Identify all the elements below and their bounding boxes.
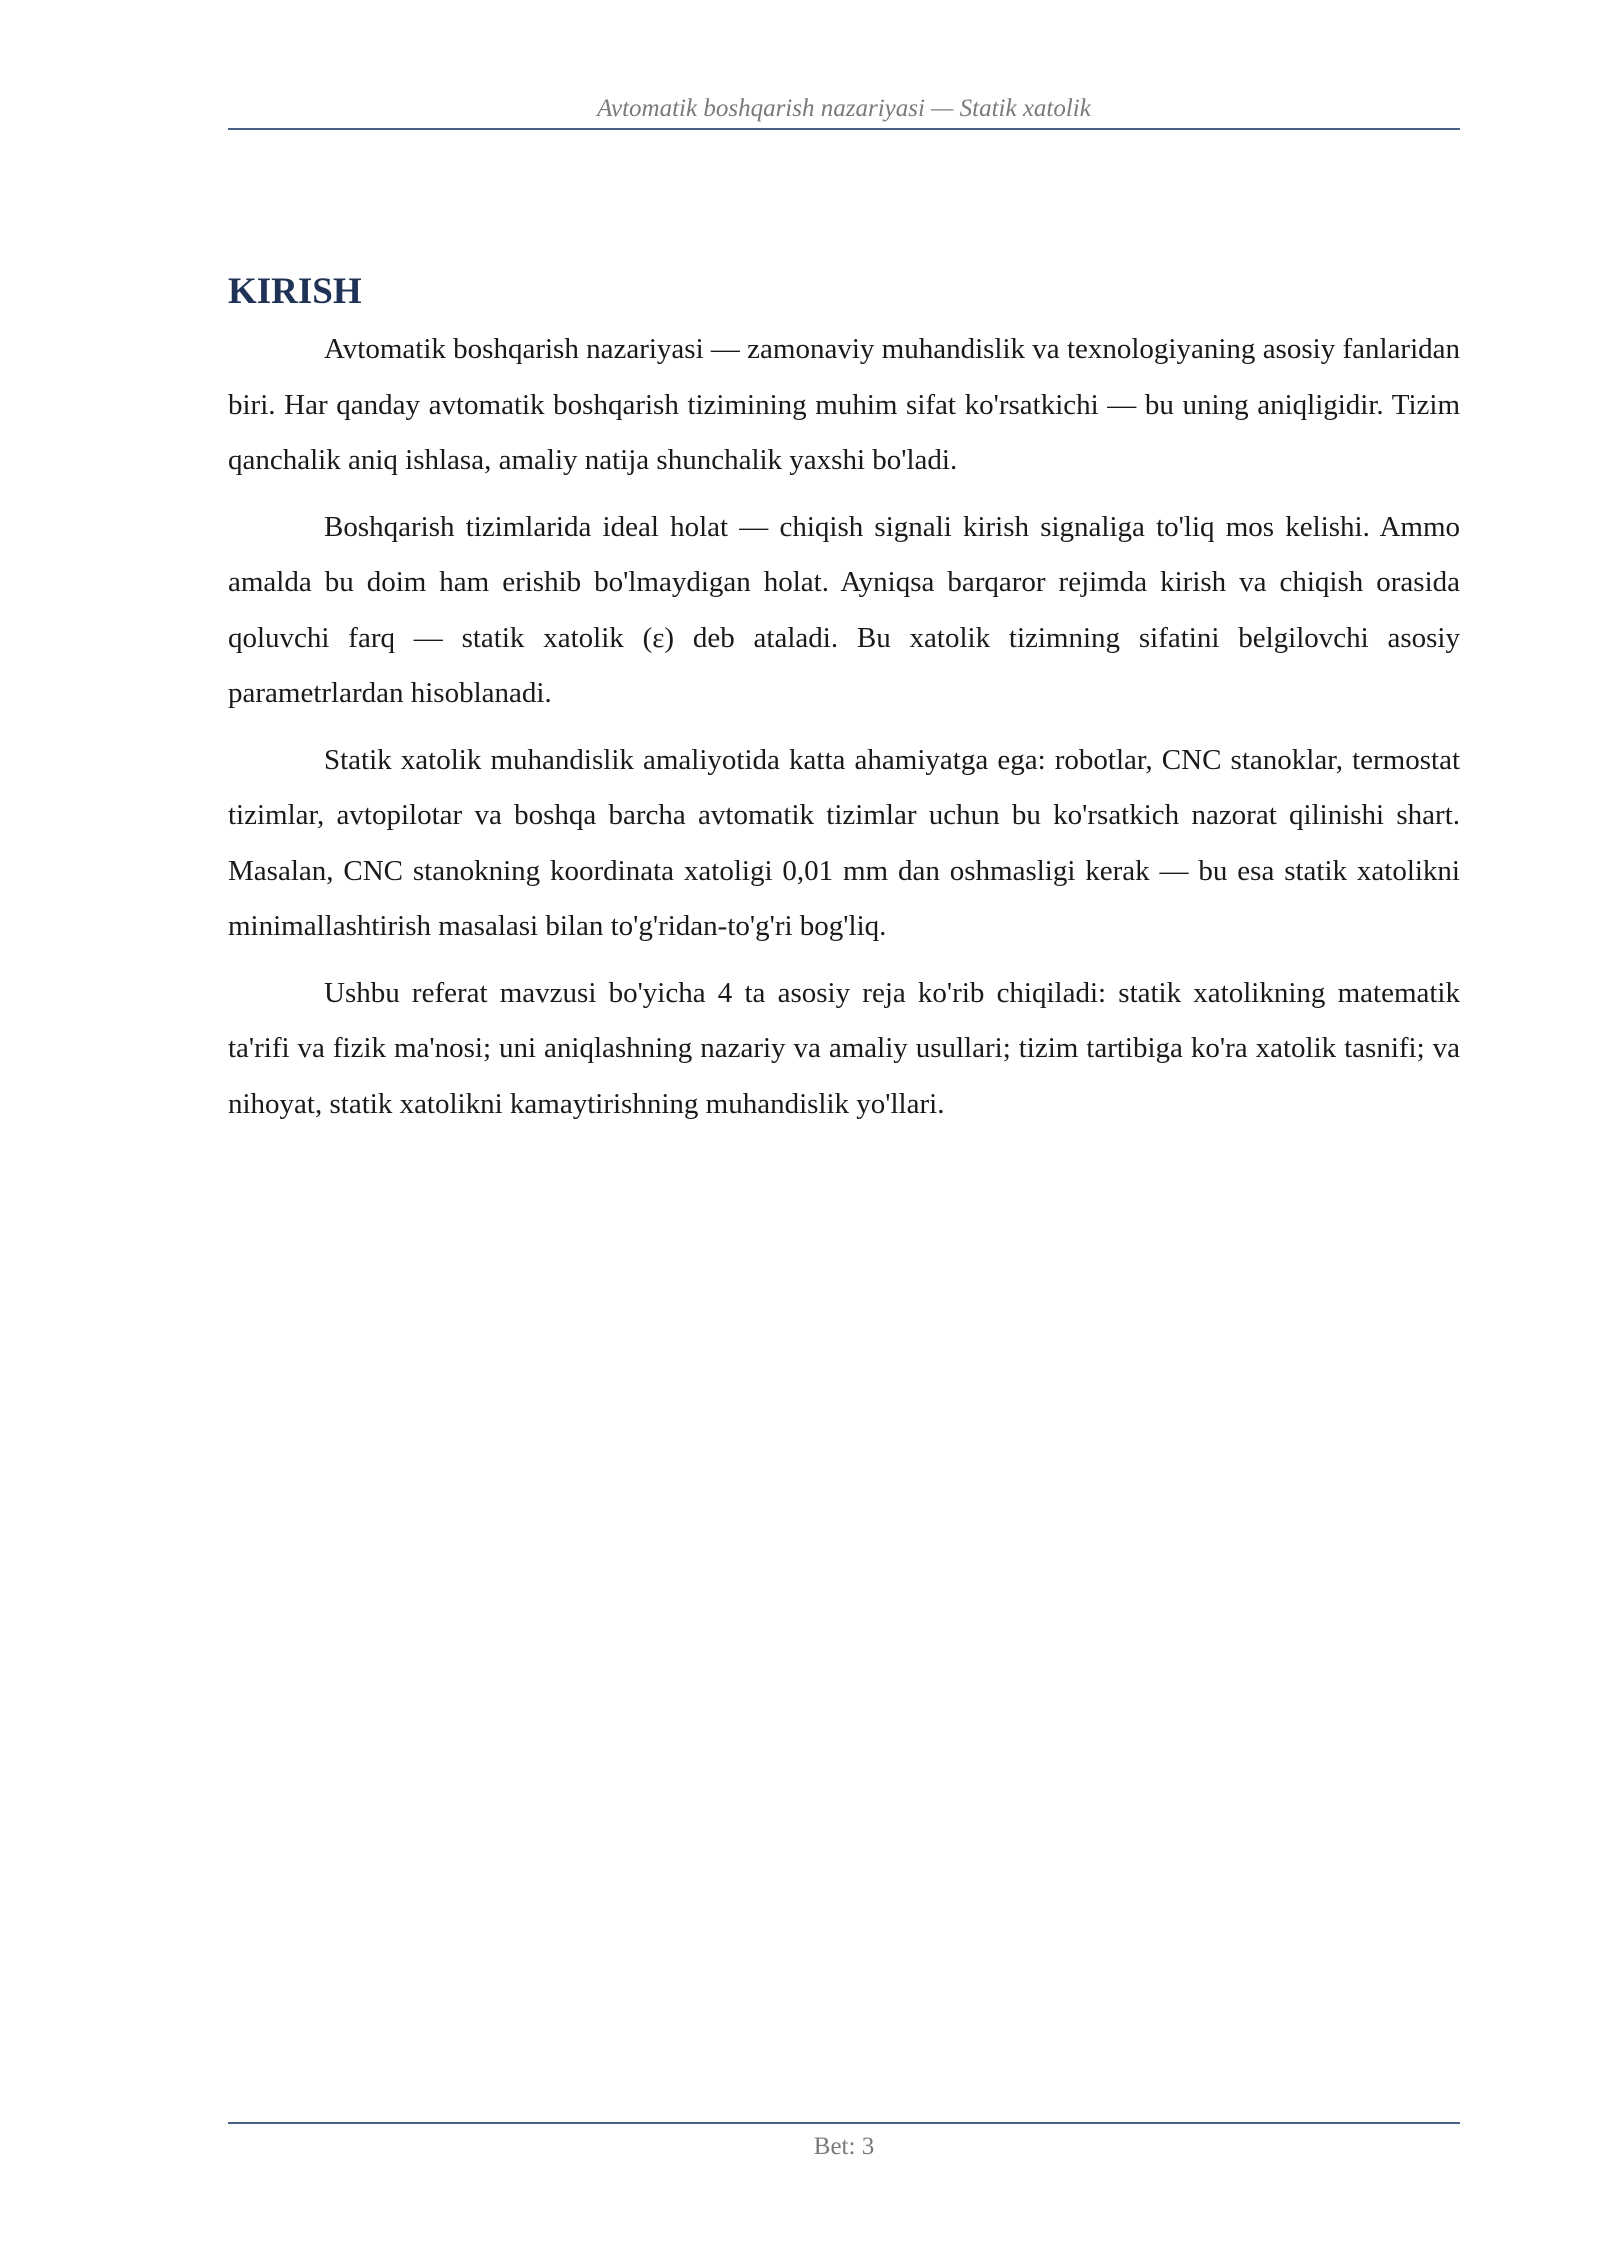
section-title: KIRISH	[228, 271, 362, 312]
footer-divider	[228, 2122, 1460, 2124]
paragraph-3: Statik xatolik muhandislik amaliyotida katta ahamiyatga ega: robotlar, CNC stanoklar, termostat tizimlar, avtopilotar va boshqa barcha avtomatik tizimlar uchun bu ko'rsatkich nazorat qilinishi shart. Masalan, CNC stanokning koordinata xatoligi 0,01 mm dan oshmasligi kerak — bu esa statik xatolikni minimallashtirish masalasi bilan to'g'ridan-to'g'ri bog'liq.	[228, 743, 1460, 942]
paragraph-4: Ushbu referat mavzusi bo'yicha 4 ta asosiy reja ko'rib chiqiladi: statik xatolikning matematik ta'rifi va fizik ma'nosi; uni aniqlashning nazariy va amaliy usullari; tizim tartibiga ko'ra xatolik tasnifi; va nihoyat, statik xatolikni kamaytirishning muhandislik yo'llari.	[228, 976, 1460, 1120]
header-divider	[228, 128, 1460, 130]
paragraph-1: Avtomatik boshqarish nazariyasi — zamonaviy muhandislik va texnologiyaning asosiy fanlaridan biri. Har qanday avtomatik boshqarish tizimining muhim sifat ko'rsatkichi — bu uning aniqligidir. Tizim qanchalik aniq ishlasa, amaliy natija shunchalik yaxshi bo'ladi.	[228, 333, 1460, 476]
page-number: Bet: 3	[813, 2133, 875, 2160]
running-header: Avtomatik boshqarish nazariyasi — Statik xatolik	[597, 95, 1091, 122]
paragraph-2: Boshqarish tizimlarida ideal holat — chiqish signali kirish signaliga to'liq mos kelishi. Ammo amalda bu doim ham erishib bo'lmaydigan holat. Ayniqsa barqaror rejimda kirish va chiqish orasida qoluvchi farq — statik xatolik (ε) deb ataladi. Bu xatolik tizimning sifatini belgilovchi asosiy parametrlardan hisoblanadi.	[228, 510, 1460, 709]
page-content	[228, 268, 1460, 1143]
